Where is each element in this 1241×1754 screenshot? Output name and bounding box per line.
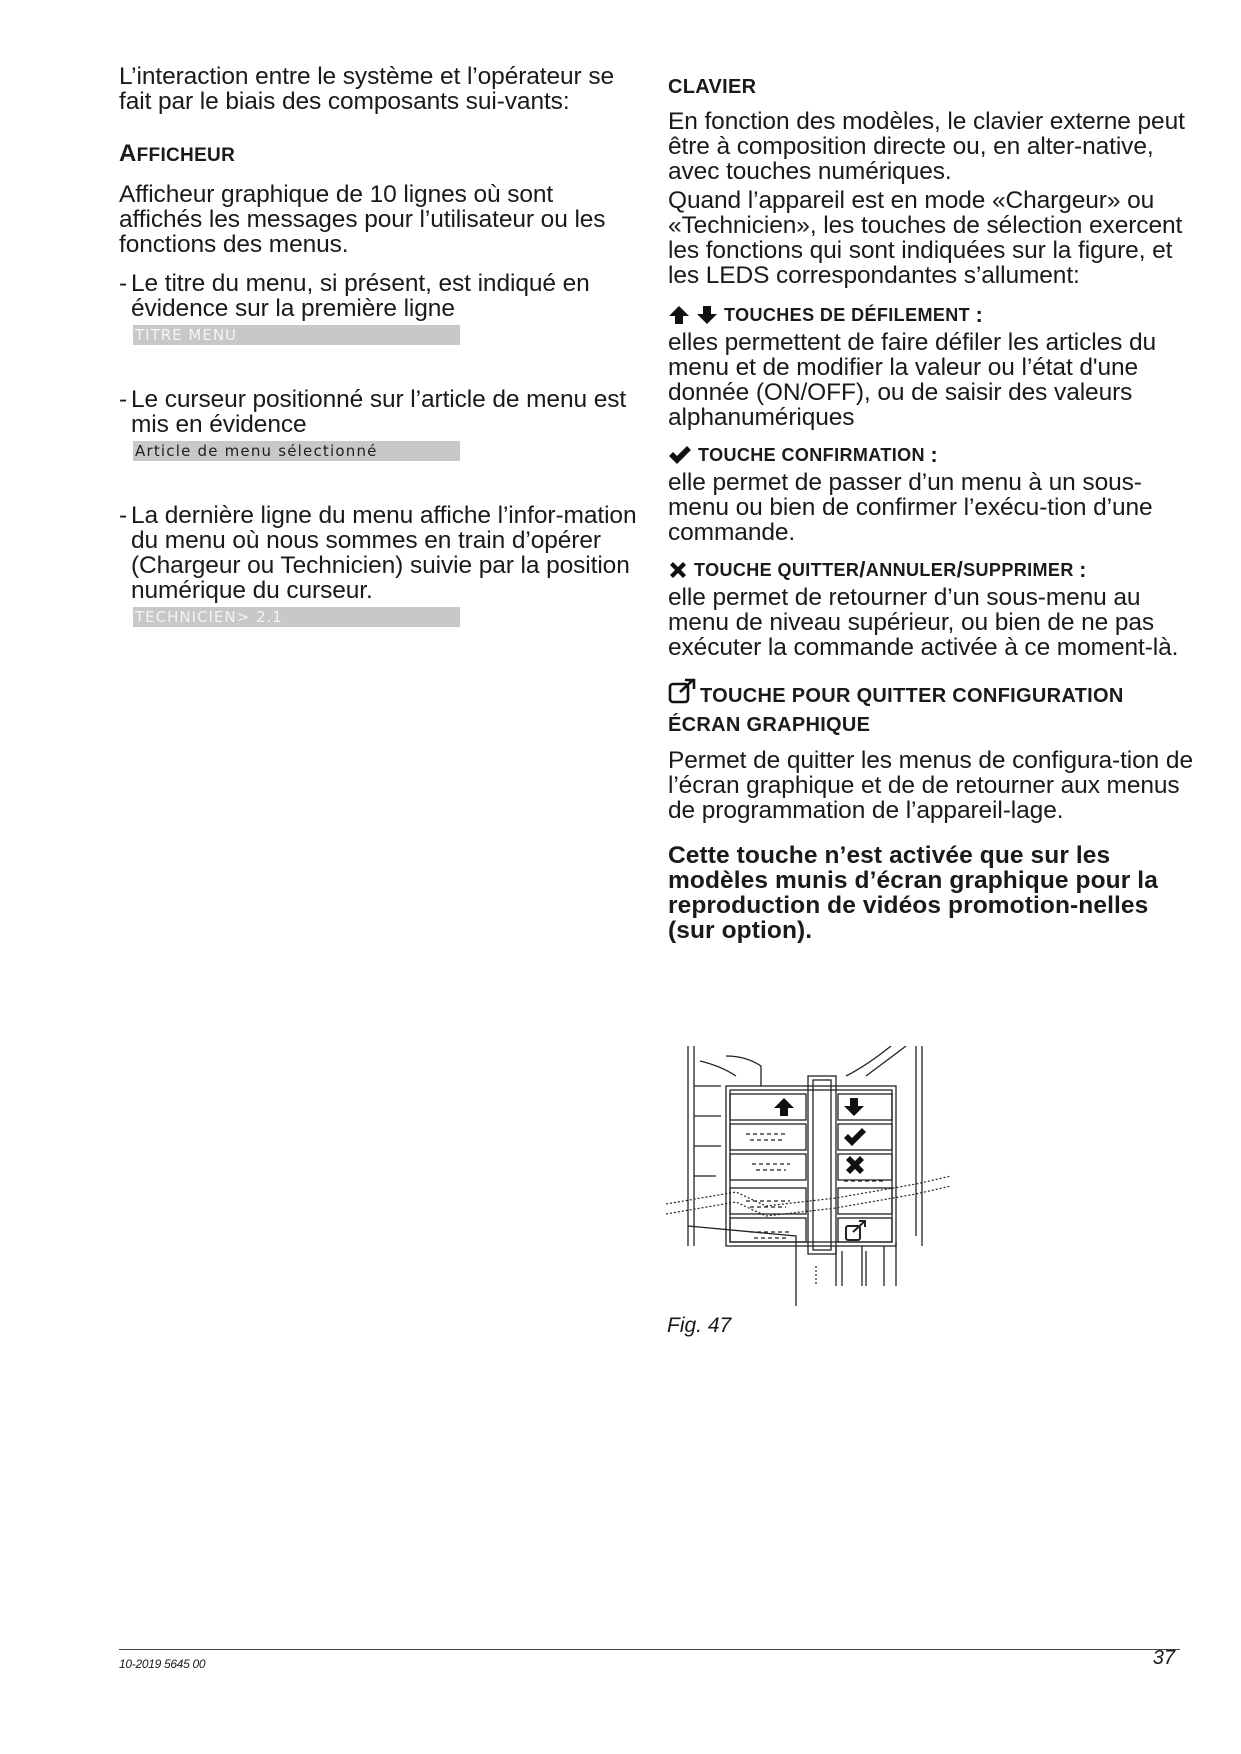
bullet-item: - La dernière ligne du menu affiche l’infor-mation du menu où nous sommes en train d’opérer (Chargeur ou Technicien) suivie par la position numérique du curseur. (119, 503, 639, 603)
confirmation-heading: TOUCHE CONFIRMATION : (668, 442, 1200, 468)
close-x-icon (668, 560, 688, 580)
confirmation-paragraph: elle permet de passer d’un menu à un sous-menu ou bien de confirmer l’exécu-tion d’une commande. (668, 469, 1153, 546)
figure-caption: Fig. 47 (667, 1314, 732, 1337)
quitter-heading: TOUCHE QUITTER / ANNULER / SUPPRIMER : (668, 557, 1200, 583)
defilement-heading: TOUCHES DE DÉFILEMENT : (668, 302, 1200, 328)
clavier-heading: CLAVIER (668, 76, 757, 98)
display-bar-title: TITRE MENU (133, 325, 460, 345)
footer-doc-ref: 10-2019 5645 00 (119, 1657, 206, 1671)
display-bar-selected: Article de menu sélectionné (133, 441, 460, 461)
display-bar-technicien: TECHNICIEN> 2.1 (133, 607, 460, 627)
quitter-paragraph: elle permet de retourner d’un sous-menu au menu de niveau supérieur, ou bien de ne pas exécuter la commande activée à ce moment-là. (668, 584, 1179, 661)
afficheur-paragraph: Afficheur graphique de 10 lignes où sont affichés les messages pour l’utilisateur ou les fonctions des menus. (119, 181, 606, 258)
bullet-item: - Le curseur positionné sur l’article de menu est mis en évidence (119, 387, 639, 437)
clavier-paragraph-1: En fonction des modèles, le clavier externe peut être à composition directe ou, en alter-native, avec touches numériques. (668, 108, 1185, 185)
right-column (668, 64, 1200, 943)
arrow-down-icon (696, 305, 718, 325)
bullet-text: Le curseur positionné sur l’article de menu est mis en évidence (131, 386, 627, 438)
checkmark-icon (668, 445, 692, 465)
bullet-item: - Le titre du menu, si présent, est indiqué en évidence sur la première ligne (119, 271, 639, 321)
footer-divider (119, 1649, 1180, 1650)
config-heading: TOUCHE POUR QUITTER CONFIGURATION ÉCRAN GRAPHIQUE (668, 678, 1200, 740)
bold-note: Cette touche n’est activée que sur les modèles munis d’écran graphique pour la reproduction de vidéos promotion-nelles (sur option). (668, 842, 1158, 944)
keypad-illustration (666, 1046, 978, 1306)
arrow-up-icon (668, 305, 690, 325)
external-exit-icon (668, 678, 696, 704)
config-paragraph: Permet de quitter les menus de configura-tion de l’écran graphique et de de retourner aux menus de programmation de l’appareil-lage. (668, 747, 1193, 824)
bullet-text: La dernière ligne du menu affiche l’infor-mation du menu où nous sommes en train d’opérer (Chargeur ou Technicien) suivie par la position numérique du curseur. (131, 502, 637, 604)
clavier-paragraph-2: Quand l’appareil est en mode «Chargeur» ou «Technicien», les touches de sélection exercent les fonctions qui sont indiquées sur la figure, et les LEDS correspondantes s’allument: (668, 187, 1183, 289)
bullet-text: Le titre du menu, si présent, est indiqué en évidence sur la première ligne (131, 270, 590, 322)
page-number: 37 (1152, 1647, 1175, 1669)
left-column (119, 64, 639, 627)
intro-paragraph: L’interaction entre le système et l’opérateur se fait par le biais des composants sui-vants: (119, 63, 614, 115)
defilement-paragraph: elles permettent de faire défiler les articles du menu et de modifier la valeur ou l’état d'une donnée (ON/OFF), ou de saisir des valeurs alphanumériques (668, 329, 1157, 431)
afficheur-heading: AFFICHEUR (119, 140, 236, 167)
